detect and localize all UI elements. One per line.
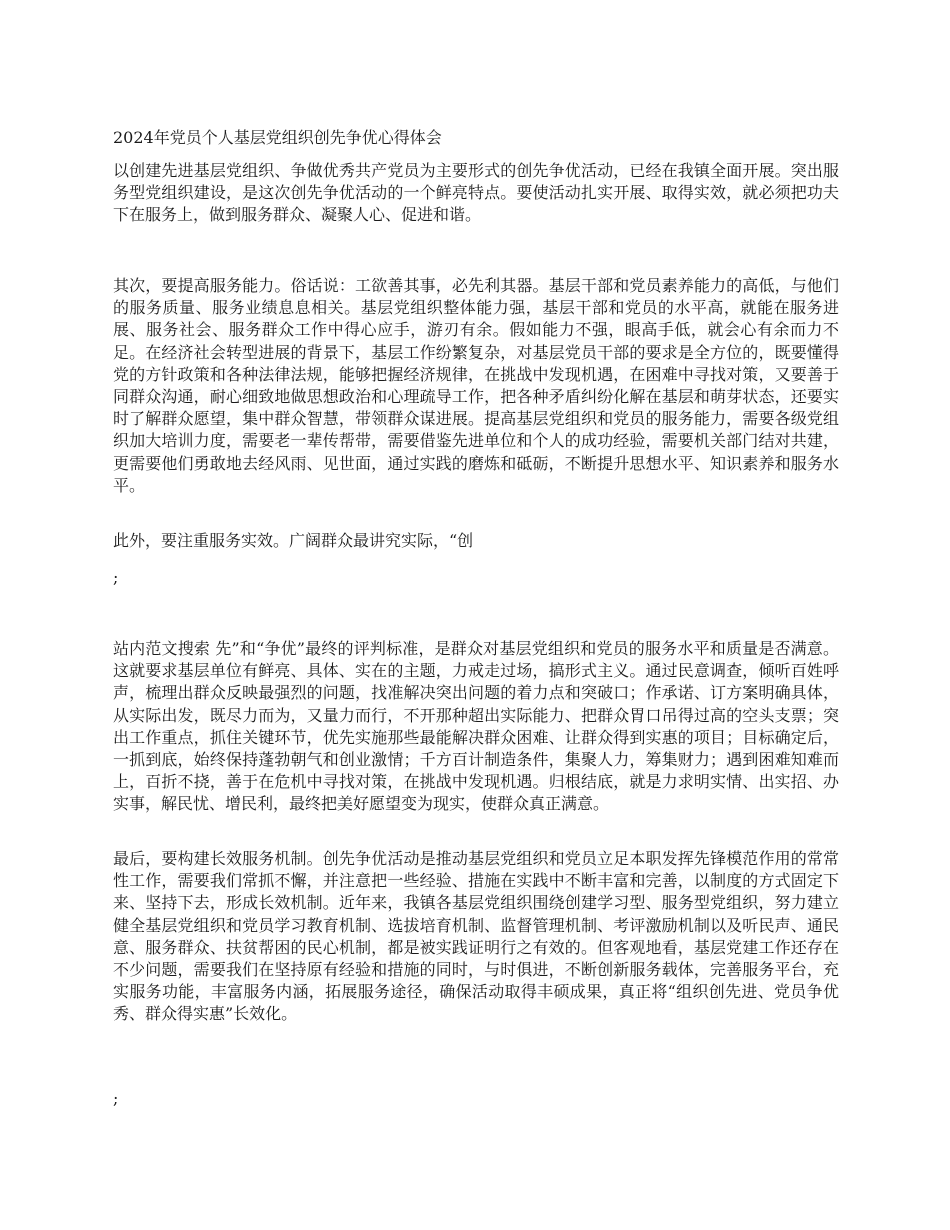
paragraph-intro: 以创建先进基层党组织、争做优秀共产党员为主要形式的创先争优活动，已经在我镇全面开展。突出服务型党组织建设，是这次创先争优活动的一个鲜亮特点。要使活动扎实开展、取得实效，就必须把功夫下在服务上，做到服务群众、凝聚人心、促进和谐。 xyxy=(113,161,839,225)
separator-semicolon: ; xyxy=(113,1089,119,1108)
paragraph-long-term-mechanism: 最后，要构建长效服务机制。创先争优活动是推动基层党组织和党员立足本职发挥先锋模范作用的常常性工作，需要我们常抓不懈，并注意把一些经验、措施在实践中不断丰富和完善，以制度的方式固定下来、坚持下去，形成长效机制。近年来，我镇各基层党组织围绕创建学习型、服务型党组织，努力建立健全基层党组织和党员学习教育机制、选拔培育机制、监督管理机制、考评激励机制以及听民声、通民意、服务群众、扶贫帮困的民心机制，都是被实践证明行之有效的。但客观地看，基层党建工作还存在不少问题，需要我们在坚持原有经验和措施的同时，与时俱进，不断创新服务载体，完善服务平台，充实服务功能，丰富服务内涵，拓展服务途径，确保活动取得丰硕成果，真正将“组织创先进、党员争优秀、群众得实惠”长效化。 xyxy=(113,849,839,1024)
separator-semicolon: ; xyxy=(113,568,119,587)
paragraph-service-effect: 此外，要注重服务实效。广阔群众最讲究实际，“创 xyxy=(113,531,474,550)
document-title: 2024年党员个人基层党组织创先争优心得体会 xyxy=(113,128,442,147)
paragraph-evaluation: 站内范文搜索 先”和“争优”最终的评判标准，是群众对基层党组织和党员的服务水平和质量是否满意。这就要求基层单位有鲜亮、具体、实在的主题，力戒走过场，搞形式主义。通过民意调查，倾听百姓呼声，梳理出群众反映最强烈的问题，找准解决突出问题的着力点和突破口；作承诺、订方案明确具体，从实际出发，既尽力而为，又量力而行，不开那种超出实际能力、把群众胃口吊得过高的空头支票；突出工作重点，抓住关键环节，优先实施那些最能解决群众困难、让群众得到实惠的项目；目标确定后，一抓到底，始终保持蓬勃朝气和创业激情；千方百计制造条件，集聚人力，筹集财力；遇到困难知难而上，百折不挠，善于在危机中寻找对策，在挑战中发现机遇。归根结底，就是力求明实情、出实招、办实事，解民忧、增民利，最终把美好愿望变为现实，使群众真正满意。 xyxy=(113,639,839,814)
paragraph-service-ability: 其次，要提高服务能力。俗话说：工欲善其事，必先利其器。基层干部和党员素养能力的高低，与他们的服务质量、服务业绩息息相关。基层党组织整体能力强，基层干部和党员的水平高，就能在服务进展、服务社会、服务群众工作中得心应手，游刃有余。假如能力不强，眼高手低，就会心有余而力不足。在经济社会转型进展的背景下，基层工作纷繁复杂，对基层党员干部的要求是全方位的，既要懂得党的方针政策和各种法律法规，能够把握经济规律，在挑战中发现机遇，在困难中寻找对策，又要善于同群众沟通，耐心细致地做思想政治和心理疏导工作，把各种矛盾纠纷化解在基层和萌芽状态，还要实时了解群众愿望，集中群众智慧，带领群众谋进展。提高基层党组织和党员的服务能力，需要各级党组织加大培训力度，需要老一辈传帮带，需要借鉴先进单位和个人的成功经验，需要机关部门结对共建，更需要他们勇敢地去经风雨、见世面，通过实践的磨炼和砥砺，不断提升思想水平、知识素养和服务水平。 xyxy=(113,276,839,495)
